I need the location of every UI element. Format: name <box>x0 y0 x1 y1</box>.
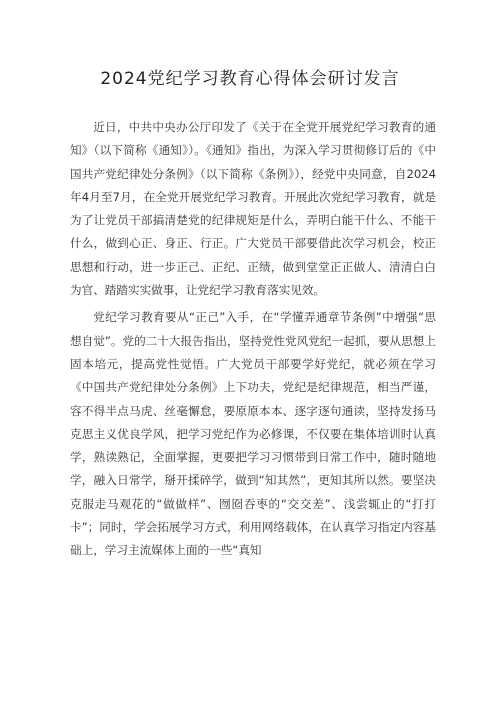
paragraph-1: 近日，中共中央办公厅印发了《关于在全党开展党纪学习教育的通知》（以下简称《通知》）。《通知》指出，为深入学习贯彻修订后的《中国共产党纪律处分条例》（以下简称《条例》），经党中央同意，自2024年4月至7月，在全党开展党纪学习教育。开展此次党纪学习教育，就是为了让党员干部搞清楚党的纪律规矩是什么，弄明白能干什么、不能干什么，做到心正、身正、行正。广大党员干部要借此次学习机会，校正思想和行动，进一步正己、正纪、正绩，做到堂堂正正做人、清清白白为官、踏踏实实做事，让党纪学习教育落实见效。 <box>70 120 436 298</box>
document-title: 2024党纪学习教育心得体会研讨发言 <box>100 69 400 89</box>
document-body <box>70 116 436 567</box>
paragraph-2: 党纪学习教育要从“正己”入手，在“学懂弄通章节条例”中增强“思想自觉”。党的二十大报告指出，坚持党性党风党纪一起抓，要从思想上固本培元，提高党性觉悟。广大党员干部要学好党纪，就必须在学习《中国共产党纪律处分条例》上下功夫，党纪是纪律规范，相当严谨，容不得半点马虎、丝毫懈怠，要原原本本、逐字逐句通读，坚持发扬马克思主义优良学风，把学习党纪作为必修课，不仅要在集体培训时认真学，熟读熟记，全面掌握，更要把学习习惯带到日常工作中，随时随地学，融入日常学，掰开揉碎学，做到“知其然”，更知其所以然。要坚决克服走马观花的“做做样”、囫囵吞枣的“交交差”、浅尝辄止的“打打卡”；同时，学会拓展学习方式，利用网络载体，在认真学习指定内容基础上，学习主流媒体上面的一些“真知 <box>70 310 436 558</box>
